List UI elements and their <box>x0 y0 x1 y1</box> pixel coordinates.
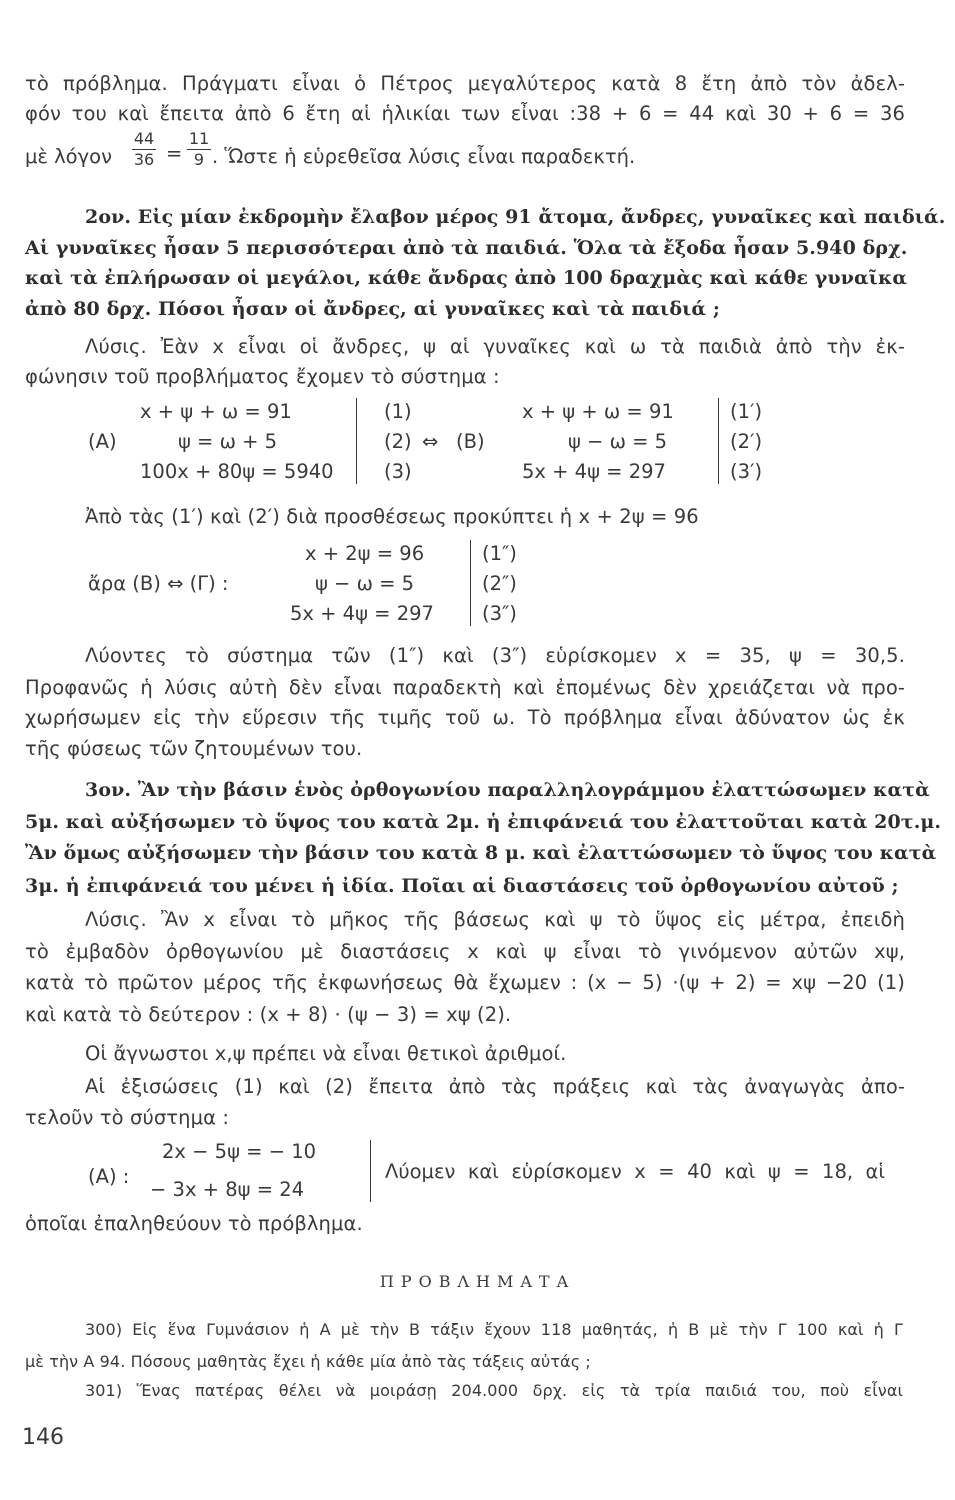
equation: x + 2ψ = 96 <box>305 542 425 565</box>
text-line: . Ὥστε ἡ εὑρεθεῖσα λύσις εἶναι παραδεκτή. <box>212 145 636 168</box>
solution-text: Οἱ ἄγνωστοι x,ψ πρέπει νὰ εἶναι θετικοὶ ἀριθμοί. <box>85 1042 567 1065</box>
fraction-numerator: 44 <box>133 129 155 148</box>
problem-2-statement: καὶ τὰ ἐπλήρωσαν οἱ μεγάλοι, κάθε ἄνδρας ἀπὸ 100 δραχμὰς καὶ κάθε γυναῖκα <box>25 267 908 289</box>
equation: ψ = ω + 5 <box>178 430 278 453</box>
problem-3-statement: 5μ. καὶ αὐξήσωμεν τὸ ὕψος του κατὰ 2μ. ἡ ἐπιφάνειά του ἐλαττοῦται κατὰ 20τ.μ. <box>25 811 942 833</box>
equivalence-arrow: ⇔ <box>422 430 439 453</box>
equation: − 3x + 8ψ = 24 <box>150 1178 305 1201</box>
problem-3-statement: 3μ. ἡ ἐπιφάνειά του μένει ἡ ἰδία. Ποῖαι αἱ διαστάσεις τοῦ ὀρθογωνίου αὐτοῦ ; <box>25 875 899 897</box>
page-number: 146 <box>22 1425 64 1450</box>
equation: 5x + 4ψ = 297 <box>522 460 666 483</box>
solution-text: τελοῦν τὸ σύστημα : <box>25 1106 230 1129</box>
solution-text: τὸ ἐμβαδὸν ὀρθογωνίου μὲ διαστάσεις x καὶ ψ εἶναι τὸ γινόμενον αὐτῶν xψ, <box>25 940 905 963</box>
equation: x + ψ + ω = 91 <box>522 400 674 423</box>
solution-text: φώνησιν τοῦ προβλήματος ἔχομεν τὸ σύστημα : <box>25 365 500 388</box>
problem-3-statement: Ἂν ὅμως αὐξήσωμεν τὴν βάσιν του κατὰ 8 μ. καὶ ἐλαττώσωμεν τὸ ὕψος του κατὰ <box>25 842 937 864</box>
equation-tag: (3″) <box>482 602 517 625</box>
system-label: (B) <box>456 430 485 453</box>
equation-tag: (3) <box>384 460 412 483</box>
equation: x + ψ + ω = 91 <box>140 400 292 423</box>
equation-tag: (1) <box>384 400 412 423</box>
system-label: (A) : <box>88 1165 130 1188</box>
equation-tag: (2″) <box>482 572 517 595</box>
equation: ψ − ω = 5 <box>315 572 415 595</box>
equation-tag: (1″) <box>482 542 517 565</box>
equals-sign: = <box>166 142 183 165</box>
system-label: ἄρα (B) ⇔ (Γ) : <box>88 572 229 595</box>
system-brace <box>356 398 365 484</box>
system-brace <box>470 540 479 626</box>
fraction-denominator: 9 <box>193 150 205 169</box>
solution-text: καὶ κατὰ τὸ δεύτερον : (x + 8) · (ψ − 3) = xψ (2). <box>25 1003 512 1026</box>
section-heading: ΠΡΟΒΛΗΜΑΤΑ <box>379 1272 576 1291</box>
exercise-301: 301) Ἕνας πατέρας θέλει νὰ μοιράσῃ 204.000 δρχ. εἰς τὰ τρία παιδιά του, ποὺ εἶναι <box>85 1381 903 1400</box>
equation-tag: (2′) <box>730 430 763 453</box>
text-line: μὲ λόγον <box>25 145 112 168</box>
solution-text: Αἱ ἐξισώσεις (1) καὶ (2) ἔπειτα ἀπὸ τὰς πράξεις καὶ τὰς ἀναγωγὰς ἀπο- <box>85 1075 905 1098</box>
fraction-numerator: 11 <box>188 129 210 148</box>
equation: 5x + 4ψ = 297 <box>290 602 434 625</box>
solution-text: Προφανῶς ἡ λύσις αὐτὴ δὲν εἶναι παραδεκτὴ καὶ ἐπομένως δὲν χρειάζεται νὰ προ- <box>25 676 905 699</box>
solution-text: Λύσις. Ἂν x εἶναι τὸ μῆκος τῆς βάσεως καὶ ψ τὸ ὕψος εἰς μέτρα, ἐπειδὴ <box>85 908 905 931</box>
system-brace <box>718 398 727 484</box>
equation: 2x − 5ψ = − 10 <box>162 1140 317 1163</box>
solution-text: Ἀπὸ τὰς (1′) καὶ (2′) διὰ προσθέσεως προκύπτει ἡ x + 2ψ = 96 <box>85 505 699 528</box>
problem-2-statement: Αἱ γυναῖκες ἦσαν 5 περισσότεραι ἀπὸ τὰ παιδιά. Ὅλα τὰ ἔξοδα ἦσαν 5.940 δρχ. <box>25 237 908 259</box>
exercise-300: 300) Εἰς ἕνα Γυμνάσιον ἡ Α μὲ τὴν Β τάξιν ἔχουν 118 μαθητάς, ἡ Β μὲ τὴν Γ 100 καὶ ἡ Γ <box>85 1320 903 1339</box>
solution-text: χωρήσωμεν εἰς τὴν εὕρεσιν τῆς τιμῆς τοῦ ω. Τὸ πρόβλημα εἶναι ἀδύνατον ὡς ἐκ <box>25 706 905 729</box>
solution-text: Λύσις. Ἐὰν x εἶναι οἱ ἄνδρες, ψ αἱ γυναῖκες καὶ ω τὰ παιδιὰ ἀπὸ τὴν ἐκ- <box>85 335 905 358</box>
problem-2-statement: ἀπὸ 80 δρχ. Πόσοι ἦσαν οἱ ἄνδρες, αἱ γυναῖκες καὶ τὰ παιδιά ; <box>25 298 720 320</box>
solution-text: τῆς φύσεως τῶν ζητουμένων του. <box>25 737 363 760</box>
equation: 100x + 80ψ = 5940 <box>140 460 334 483</box>
equation-tag: (1′) <box>730 400 763 423</box>
solution-result: Λύομεν καὶ εὑρίσκομεν x = 40 καὶ ψ = 18, αἱ <box>385 1160 885 1183</box>
fraction-denominator: 36 <box>133 150 155 169</box>
system-label: (A) <box>88 430 117 453</box>
solution-text: Λύοντες τὸ σύστημα τῶν (1″) καὶ (3″) εὑρίσκομεν x = 35, ψ = 30,5. <box>85 644 905 667</box>
text-line: φόν του καὶ ἔπειτα ἀπὸ 6 ἔτη αἱ ἡλικίαι των εἶναι :38 + 6 = 44 καὶ 30 + 6 = 36 <box>25 102 905 125</box>
solution-text: κατὰ τὸ πρῶτον μέρος τῆς ἐκφωνήσεως θὰ ἔχωμεν : (x − 5) ·(ψ + 2) = xψ −20 (1) <box>25 971 905 994</box>
problem-3-statement: 3ον. Ἂν τὴν βάσιν ἑνὸς ὀρθογωνίου παραλληλογράμμου ἐλαττώσωμεν κατὰ <box>85 779 930 801</box>
text-line: τὸ πρόβλημα. Πράγματι εἶναι ὁ Πέτρος μεγαλύτερος κατὰ 8 ἔτη ἀπὸ τὸν ἀδελ- <box>25 72 905 95</box>
equation-tag: (2) <box>384 430 412 453</box>
exercise-300: μὲ τὴν Α 94. Πόσους μαθητὰς ἔχει ἡ κάθε μία ἀπὸ τὰς τάξεις αὐτάς ; <box>25 1352 591 1371</box>
equation-tag: (3′) <box>730 460 763 483</box>
solution-text: ὁποῖαι ἐπαληθεύουν τὸ πρόβλημα. <box>25 1212 363 1235</box>
equation: ψ − ω = 5 <box>568 430 668 453</box>
system-brace <box>362 1140 371 1202</box>
problem-2-statement: 2ον. Εἰς μίαν ἐκδρομὴν ἔλαβον μέρος 91 ἄτομα, ἄνδρες, γυναῖκες καὶ παιδιά. <box>85 206 946 228</box>
